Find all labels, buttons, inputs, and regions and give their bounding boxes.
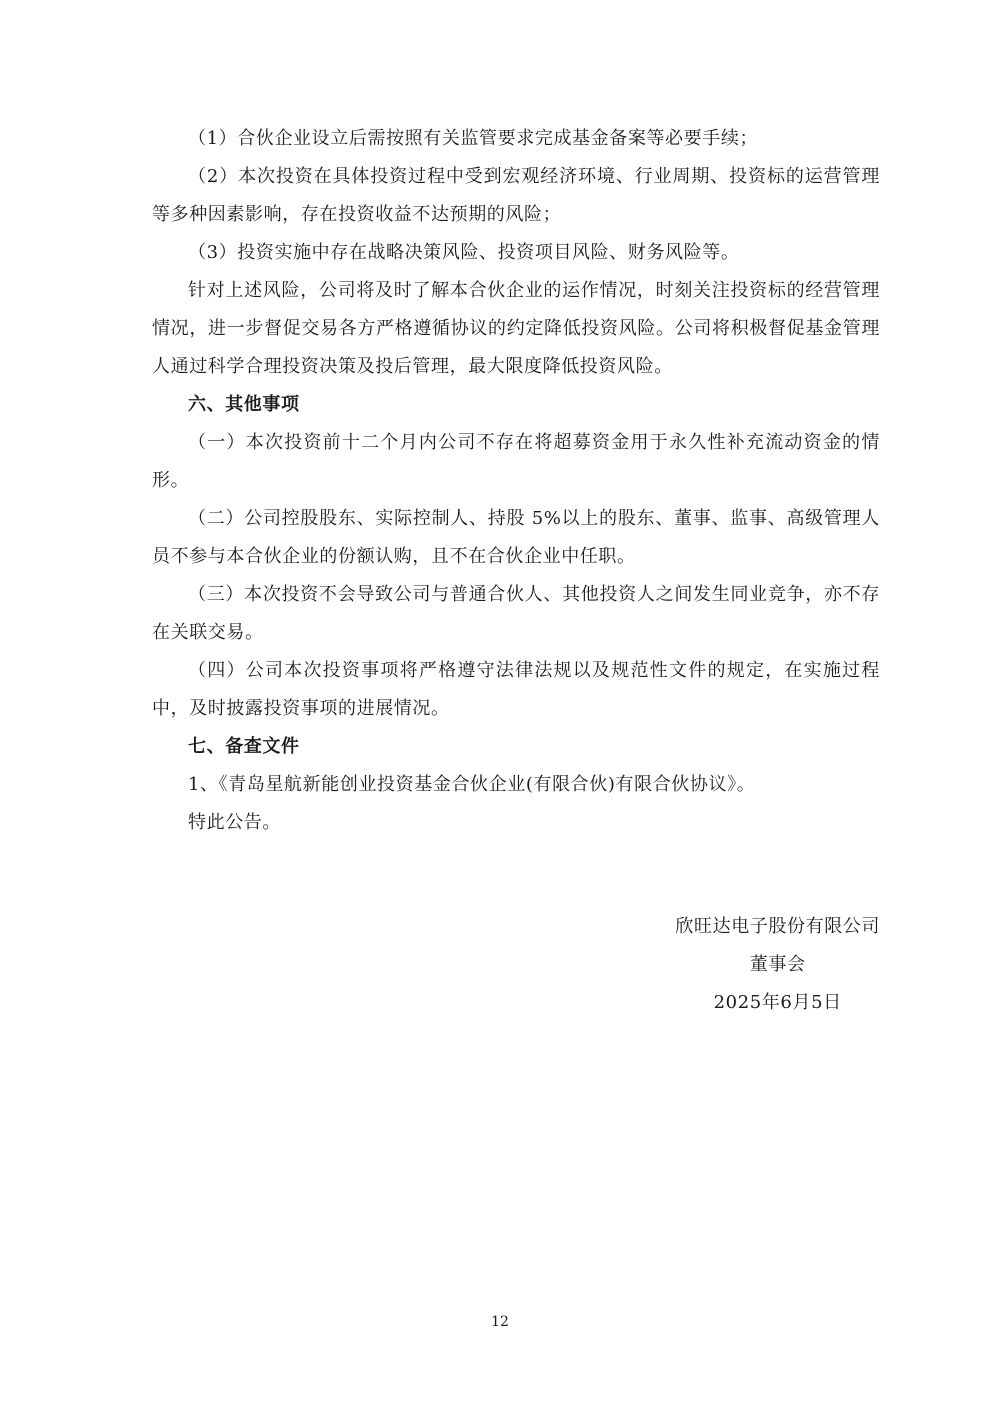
signature-company: 欣旺达电子股份有限公司: [675, 916, 880, 937]
document-body: [152, 120, 880, 842]
signature-board: 董事会: [749, 954, 806, 975]
section-6-heading: 六、其他事项: [188, 394, 300, 415]
risk-item-2: （2）本次投资在具体投资过程中受到宏观经济环境、行业周期、投资标的运营管理等多种因素影响，存在投资收益不达预期的风险；: [152, 166, 880, 225]
section-7-heading: 七、备查文件: [188, 736, 300, 757]
closing-statement: 特此公告。: [188, 812, 281, 833]
signature-block: [675, 908, 880, 1022]
section-6-item-1: （一）本次投资前十二个月内公司不存在将超募资金用于永久性补充流动资金的情形。: [152, 432, 880, 491]
risk-item-1: （1）合伙企业设立后需按照有关监管要求完成基金备案等必要手续；: [188, 128, 759, 149]
section-6-item-2: （二）公司控股股东、实际控制人、持股 5%以上的股东、董事、监事、高级管理人员不参与本合伙企业的份额认购，且不在合伙企业中任职。: [152, 508, 880, 567]
risk-mitigation-paragraph: 针对上述风险，公司将及时了解本合伙企业的运作情况，时刻关注投资标的经营管理情况，进一步督促交易各方严格遵循协议的约定降低投资风险。公司将积极督促基金管理人通过科学合理投资决策及投后管理，最大限度降低投资风险。: [152, 280, 880, 377]
section-6-item-4: （四）公司本次投资事项将严格遵守法律法规以及规范性文件的规定，在实施过程中，及时披露投资事项的进展情况。: [152, 660, 880, 719]
signature-date: 2025年6月5日: [713, 992, 842, 1013]
section-7-item-1: 1、《青岛星航新能创业投资基金合伙企业(有限合伙)有限合伙协议》。: [188, 774, 756, 795]
risk-item-3: （3）投资实施中存在战略决策风险、投资项目风险、财务风险等。: [188, 242, 740, 263]
section-6-item-3: （三）本次投资不会导致公司与普通合伙人、其他投资人之间发生同业竞争，亦不存在关联交易。: [152, 584, 880, 643]
page-number: 12: [491, 1314, 509, 1330]
